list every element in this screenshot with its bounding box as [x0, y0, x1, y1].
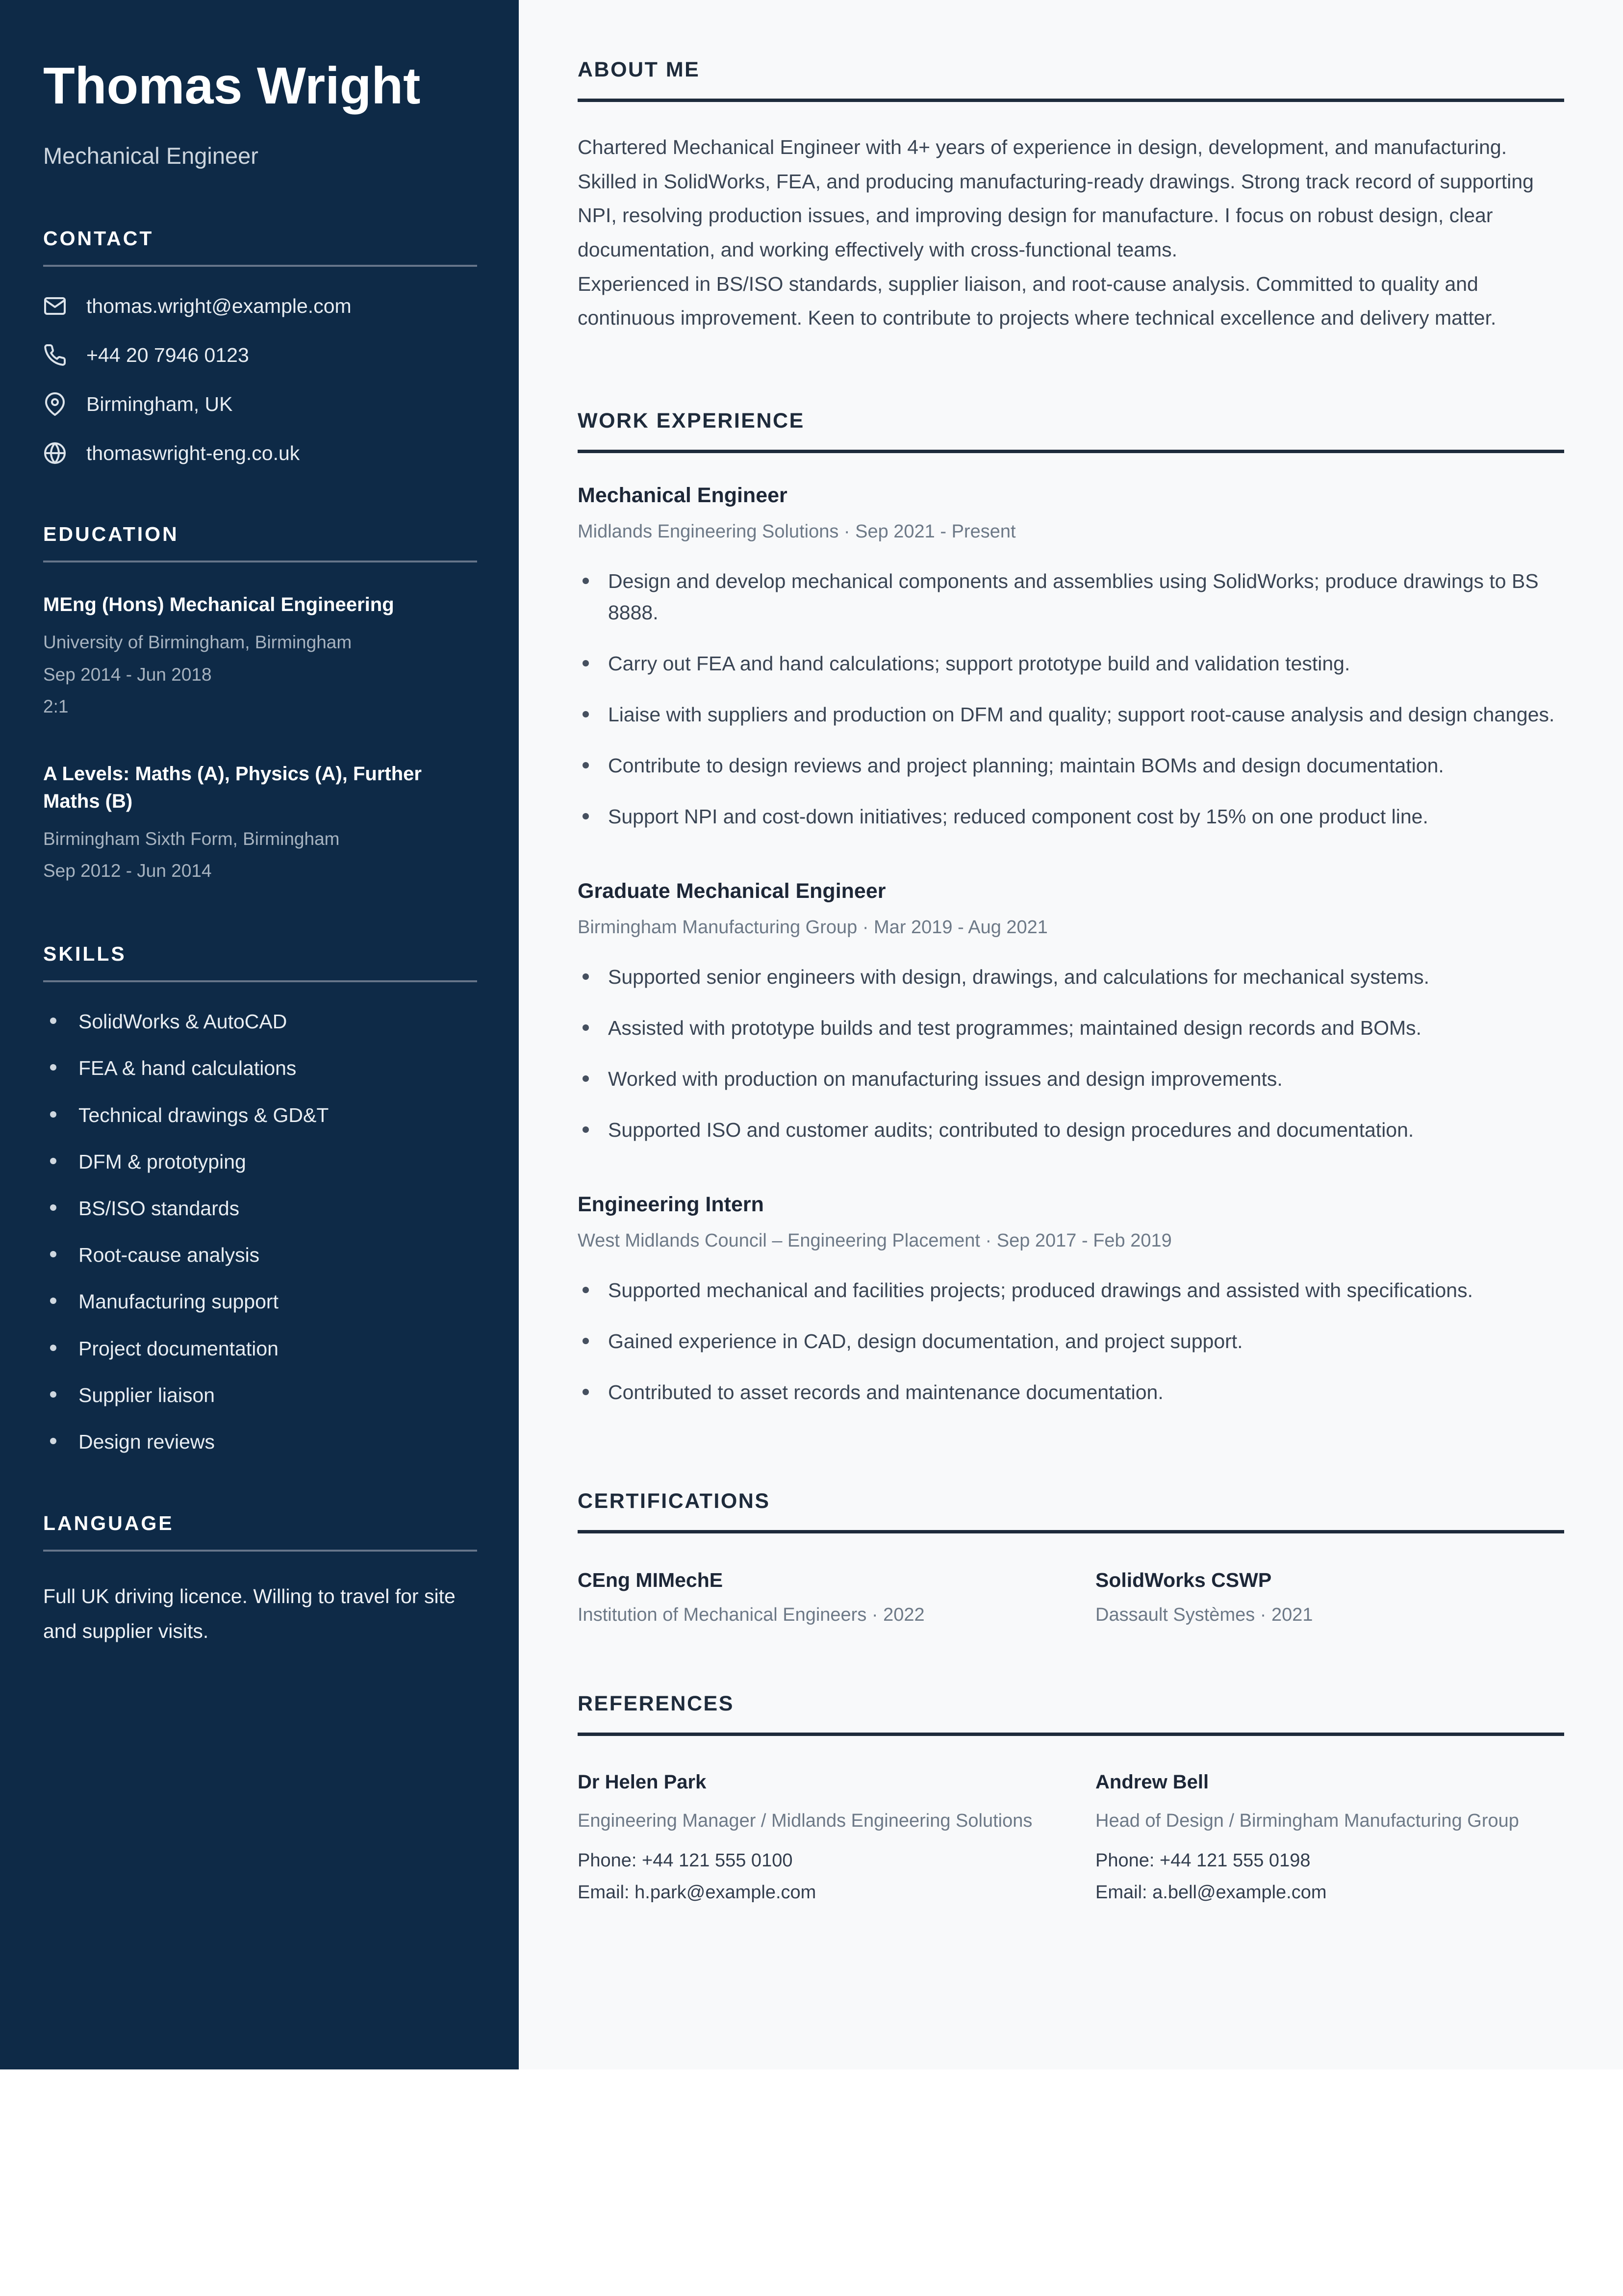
phone-icon [43, 343, 67, 367]
skills-heading: SKILLS [43, 943, 127, 966]
certification-issuer: Dassault Systèmes · 2021 [1095, 1604, 1313, 1625]
language-heading: LANGUAGE [43, 1512, 174, 1535]
experience-section [578, 409, 1564, 1408]
job-title: Graduate Mechanical Engineer [578, 879, 886, 903]
skill-item: BS/ISO standards [43, 1197, 477, 1221]
job-entry [578, 484, 1564, 833]
sidebar [0, 0, 519, 2069]
certifications-grid [578, 1569, 1564, 1626]
job-meta: West Midlands Council – Engineering Placement · Sep 2017 - Feb 2019 [578, 1230, 1172, 1251]
certification-name: CEng MIMechE [578, 1568, 723, 1591]
reference-phone: Phone: +44 121 555 0198 [1095, 1850, 1311, 1871]
education-school: University of Birmingham, Birmingham [43, 632, 352, 653]
education-divider [43, 561, 477, 562]
education-entry [43, 760, 477, 885]
certification-name: SolidWorks CSWP [1095, 1568, 1272, 1591]
skill-item: Manufacturing support [43, 1290, 477, 1314]
contact-location-text: Birmingham, UK [86, 392, 233, 415]
contact-item-email [43, 294, 477, 318]
reference-role: Head of Design / Birmingham Manufacturing Group [1095, 1810, 1519, 1831]
about-paragraph: Experienced in BS/ISO standards, supplier liaison, and root-cause analysis. Committed to quality and continuous improvement. Keen to contribute to projects where technical excellence and delivery matter. [578, 272, 1496, 330]
about-heading: ABOUT ME [578, 58, 700, 81]
about-paragraph: Chartered Mechanical Engineer with 4+ years of experience in design, development, and manufacturing. Skilled in SolidWorks, FEA, and producing manufacturing-ready drawings. Strong track record of supporting NPI, resolving production issues, and improving design for manufacture. I focus on robust design, clear documentation, and working effectively with cross-functional teams. [578, 136, 1534, 261]
reference-role: Engineering Manager / Midlands Engineering Solutions [578, 1810, 1033, 1831]
certification-entry [578, 1569, 1046, 1626]
about-body [578, 130, 1564, 335]
language-divider [43, 1550, 477, 1552]
language-section [43, 1512, 477, 1648]
education-dates: Sep 2012 - Jun 2014 [43, 860, 212, 881]
location-icon [43, 392, 67, 416]
job-bullet: Contributed to asset records and maintenance documentation. [578, 1377, 1564, 1408]
contact-phone-text: +44 20 7946 0123 [86, 343, 249, 366]
skill-item: DFM & prototyping [43, 1150, 477, 1174]
education-section [43, 523, 477, 885]
reference-entry [578, 1771, 1046, 1904]
skills-section [43, 943, 477, 1454]
reference-email: Email: a.bell@example.com [1095, 1882, 1327, 1903]
skill-item: SolidWorks & AutoCAD [43, 1010, 477, 1034]
job-bullet: Assisted with prototype builds and test programmes; maintained design records and BOMs. [578, 1013, 1564, 1044]
contact-item-location [43, 392, 477, 416]
job-title: Mechanical Engineer [578, 484, 787, 508]
education-entry [43, 591, 477, 720]
job-bullet: Supported mechanical and facilities projects; produced drawings and assisted with specifications. [578, 1275, 1564, 1306]
references-grid [578, 1771, 1564, 1904]
skill-item: Supplier liaison [43, 1383, 477, 1407]
skills-list [43, 1010, 477, 1454]
skill-item: Technical drawings & GD&T [43, 1103, 477, 1127]
references-divider [578, 1733, 1564, 1736]
job-bullet-list [578, 566, 1564, 833]
globe-icon [43, 441, 67, 465]
job-entry [578, 1193, 1564, 1408]
reference-name: Andrew Bell [1095, 1771, 1209, 1793]
job-title: Engineering Intern [578, 1192, 764, 1216]
job-bullet: Contribute to design reviews and project planning; maintain BOMs and design documentation. [578, 750, 1564, 782]
about-section [578, 58, 1564, 335]
contact-email-text: thomas.wright@example.com [86, 294, 352, 317]
job-bullet: Design and develop mechanical components and assemblies using SolidWorks; produce drawings to BS 8888. [578, 566, 1564, 629]
contact-item-website [43, 441, 477, 465]
email-icon [43, 294, 67, 318]
job-bullet-list [578, 1275, 1564, 1408]
job-bullet: Gained experience in CAD, design documentation, and project support. [578, 1326, 1564, 1357]
skill-item: Project documentation [43, 1337, 477, 1361]
job-entry [578, 879, 1564, 1146]
language-text: Full UK driving licence. Willing to travel for site and supplier visits. [43, 1585, 456, 1642]
certification-entry [1095, 1569, 1564, 1626]
references-heading: REFERENCES [578, 1691, 734, 1715]
job-bullet: Supported senior engineers with design, drawings, and calculations for mechanical systems. [578, 962, 1564, 993]
contact-section [43, 227, 477, 465]
education-school: Birmingham Sixth Form, Birmingham [43, 828, 340, 849]
job-bullet: Carry out FEA and hand calculations; support prototype build and validation testing. [578, 648, 1564, 680]
education-degree: MEng (Hons) Mechanical Engineering [43, 594, 394, 616]
education-result: 2:1 [43, 696, 69, 717]
reference-entry [1095, 1771, 1564, 1904]
experience-heading: WORK EXPERIENCE [578, 409, 805, 433]
certifications-divider [578, 1530, 1564, 1533]
certifications-section [578, 1489, 1564, 1626]
experience-divider [578, 450, 1564, 453]
job-meta: Midlands Engineering Solutions · Sep 2021 - Present [578, 521, 1016, 542]
job-bullet: Support NPI and cost-down initiatives; reduced component cost by 15% on one product line. [578, 801, 1564, 833]
job-bullet: Supported ISO and customer audits; contributed to design procedures and documentation. [578, 1115, 1564, 1146]
skill-item: FEA & hand calculations [43, 1056, 477, 1080]
job-meta: Birmingham Manufacturing Group · Mar 2019 - Aug 2021 [578, 917, 1048, 938]
reference-phone: Phone: +44 121 555 0100 [578, 1850, 793, 1871]
certification-issuer: Institution of Mechanical Engineers · 2022 [578, 1604, 925, 1625]
reference-name: Dr Helen Park [578, 1771, 707, 1793]
skill-item: Design reviews [43, 1430, 477, 1454]
contact-divider [43, 265, 477, 267]
skills-divider [43, 980, 477, 982]
certifications-heading: CERTIFICATIONS [578, 1489, 770, 1513]
main-column [519, 0, 1623, 2069]
about-divider [578, 99, 1564, 102]
reference-email: Email: h.park@example.com [578, 1882, 816, 1903]
education-heading: EDUCATION [43, 523, 179, 546]
references-section [578, 1692, 1564, 1904]
contact-item-phone [43, 343, 477, 367]
education-degree: A Levels: Maths (A), Physics (A), Further Maths (B) [43, 763, 422, 812]
education-dates: Sep 2014 - Jun 2018 [43, 664, 212, 685]
candidate-name: Thomas Wright [43, 57, 421, 115]
job-bullet: Liaise with suppliers and production on DFM and quality; support root-cause analysis and design changes. [578, 699, 1564, 731]
contact-website-text: thomaswright-eng.co.uk [86, 441, 300, 464]
job-bullet: Worked with production on manufacturing issues and design improvements. [578, 1064, 1564, 1095]
skill-item: Root-cause analysis [43, 1243, 477, 1267]
contact-heading: CONTACT [43, 227, 154, 250]
contact-list [43, 294, 477, 465]
candidate-title: Mechanical Engineer [43, 143, 258, 169]
job-bullet-list [578, 962, 1564, 1146]
